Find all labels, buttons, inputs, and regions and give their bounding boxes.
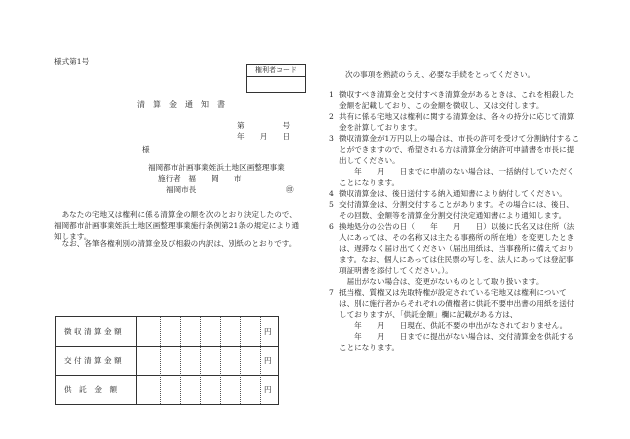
document-number: 第 号 (237, 121, 291, 130)
issuer-line-1: 福岡都市計画事業姪浜土地区画整理事業 (148, 163, 285, 172)
instruction-item (329, 287, 581, 320)
instruction-text: 徴収清算金は、後日送付する納入通知書により納付してください。 (339, 189, 567, 198)
instruction-item (329, 133, 581, 166)
notice-body-paragraph-2: なお、各筆各権利別の清算金及び相殺の内訳は、別紙のとおりです。 (61, 239, 297, 248)
right-holder-code-box (246, 64, 306, 93)
instruction-text: 年 月 日までに申請のない場合は、一括納付していただくことになります。 (339, 167, 575, 187)
table-divider (56, 346, 278, 347)
collection-amount-label: 徴 収 清 算 金 額 (64, 327, 122, 336)
instruction-text: 共有に係る宅地又は権利に関する清算金は、各々の持分に応じて清算金を計算しております。 (339, 112, 575, 132)
instruction-number (329, 166, 339, 188)
document-title: 清 算 金 通 知 書 (137, 100, 225, 109)
digit-rule (260, 317, 261, 404)
table-divider (56, 375, 278, 376)
instruction-number: 5 (329, 200, 334, 209)
digit-rule (240, 317, 241, 404)
instruction-item (329, 199, 581, 221)
issuer-line-2: 施行者 福 岡 市 (158, 174, 242, 183)
collection-amount-field[interactable] (176, 335, 236, 338)
form-number: 様式第1号 (54, 57, 90, 66)
instruction-text: 年 月 日までに提出がない場合は、交付清算金を供託することになります。 (339, 332, 575, 352)
instruction-text: 交付清算金は、分割交付することがあります。その場合には、後日、その回数、金額等を清算金分割交付決定通知書により通知します。 (339, 200, 574, 220)
instruction-text: 徴収清算金が1万円以上の場合は、市長の許可を受けて分割納付することができますので、希望される方は清算金分納許可申請書を市長に提出してください。 (339, 134, 580, 165)
instruction-item (329, 331, 581, 353)
instruction-text: 抵当権、質権又は先取特権が設定されている宅地又は権利については、別に施行者からそれぞれの債権者に供託不要申出書の用紙を送付しておりますが、「供託金額」欄に記載がある方は、 (339, 288, 575, 319)
instruction-list (329, 89, 581, 353)
collection-amount-unit: 円 (264, 327, 272, 336)
digit-rule (220, 317, 221, 404)
instruction-item (329, 276, 581, 287)
instruction-item (329, 221, 581, 276)
instructions-intro: 次の事項を熟読のうえ、必要な手続をとってください。 (345, 70, 536, 79)
instruction-text: 届出がない場合は、変更がないものとして取り扱います。 (346, 277, 544, 286)
amount-table (55, 316, 279, 405)
instruction-number: 4 (329, 189, 334, 198)
document-date: 年 月 日 (237, 132, 291, 141)
instruction-item (329, 188, 581, 199)
instruction-text: 換地処分の公告の日（ 年 月 日）以後に氏名又は住所（法人にあっては、その名称又は主たる事務所の所在地）を変更したときは、遅滞なく届け出てください（届出用紙は、当事務所に備えております。なお、個人にあっては住民票の写しを、法人にあっては登記事項証明書を添付してください。）。 (339, 222, 575, 275)
grant-amount-label: 交 付 清 算 金 額 (64, 356, 122, 365)
instruction-number (329, 331, 339, 353)
instruction-number (329, 276, 339, 287)
instruction-number: 7 (329, 288, 334, 297)
instruction-number (329, 320, 339, 331)
instruction-text: 徴収すべき清算金と交付すべき清算金があるときは、これを相殺した金額を記載しており、この金額を徴収し、又は交付します。 (339, 90, 575, 110)
instruction-number: 1 (329, 90, 334, 99)
deposit-amount-unit: 円 (264, 385, 272, 394)
instruction-number: 3 (329, 134, 334, 143)
instruction-item (329, 166, 581, 188)
grant-amount-unit: 円 (264, 356, 272, 365)
instruction-item (329, 89, 581, 111)
right-holder-code-label: 権利者コード (247, 65, 305, 77)
digit-rule (180, 317, 181, 404)
seal-mark: ㊞ (286, 185, 294, 194)
instruction-item (329, 320, 581, 331)
deposit-amount-label: 供 託 金 額 (64, 385, 118, 394)
instruction-number: 2 (329, 112, 334, 121)
digit-rule (200, 317, 201, 404)
digit-rule (160, 317, 161, 404)
addressee-suffix: 様 (142, 145, 150, 154)
instruction-number: 6 (329, 222, 334, 231)
instruction-text: 年 月 日現在、供託不要の申出がなされておりません。 (339, 321, 568, 330)
issuer-line-3: 福岡市長 (166, 185, 197, 194)
notice-body-paragraph-1: あなたの宅地又は権利に係る清算金の額を次のとおり決定したので、福岡都市計画事業姪浜土地区画整理事業施行条例第21条の規定により通知します。 (54, 210, 300, 241)
instruction-item (329, 111, 581, 133)
